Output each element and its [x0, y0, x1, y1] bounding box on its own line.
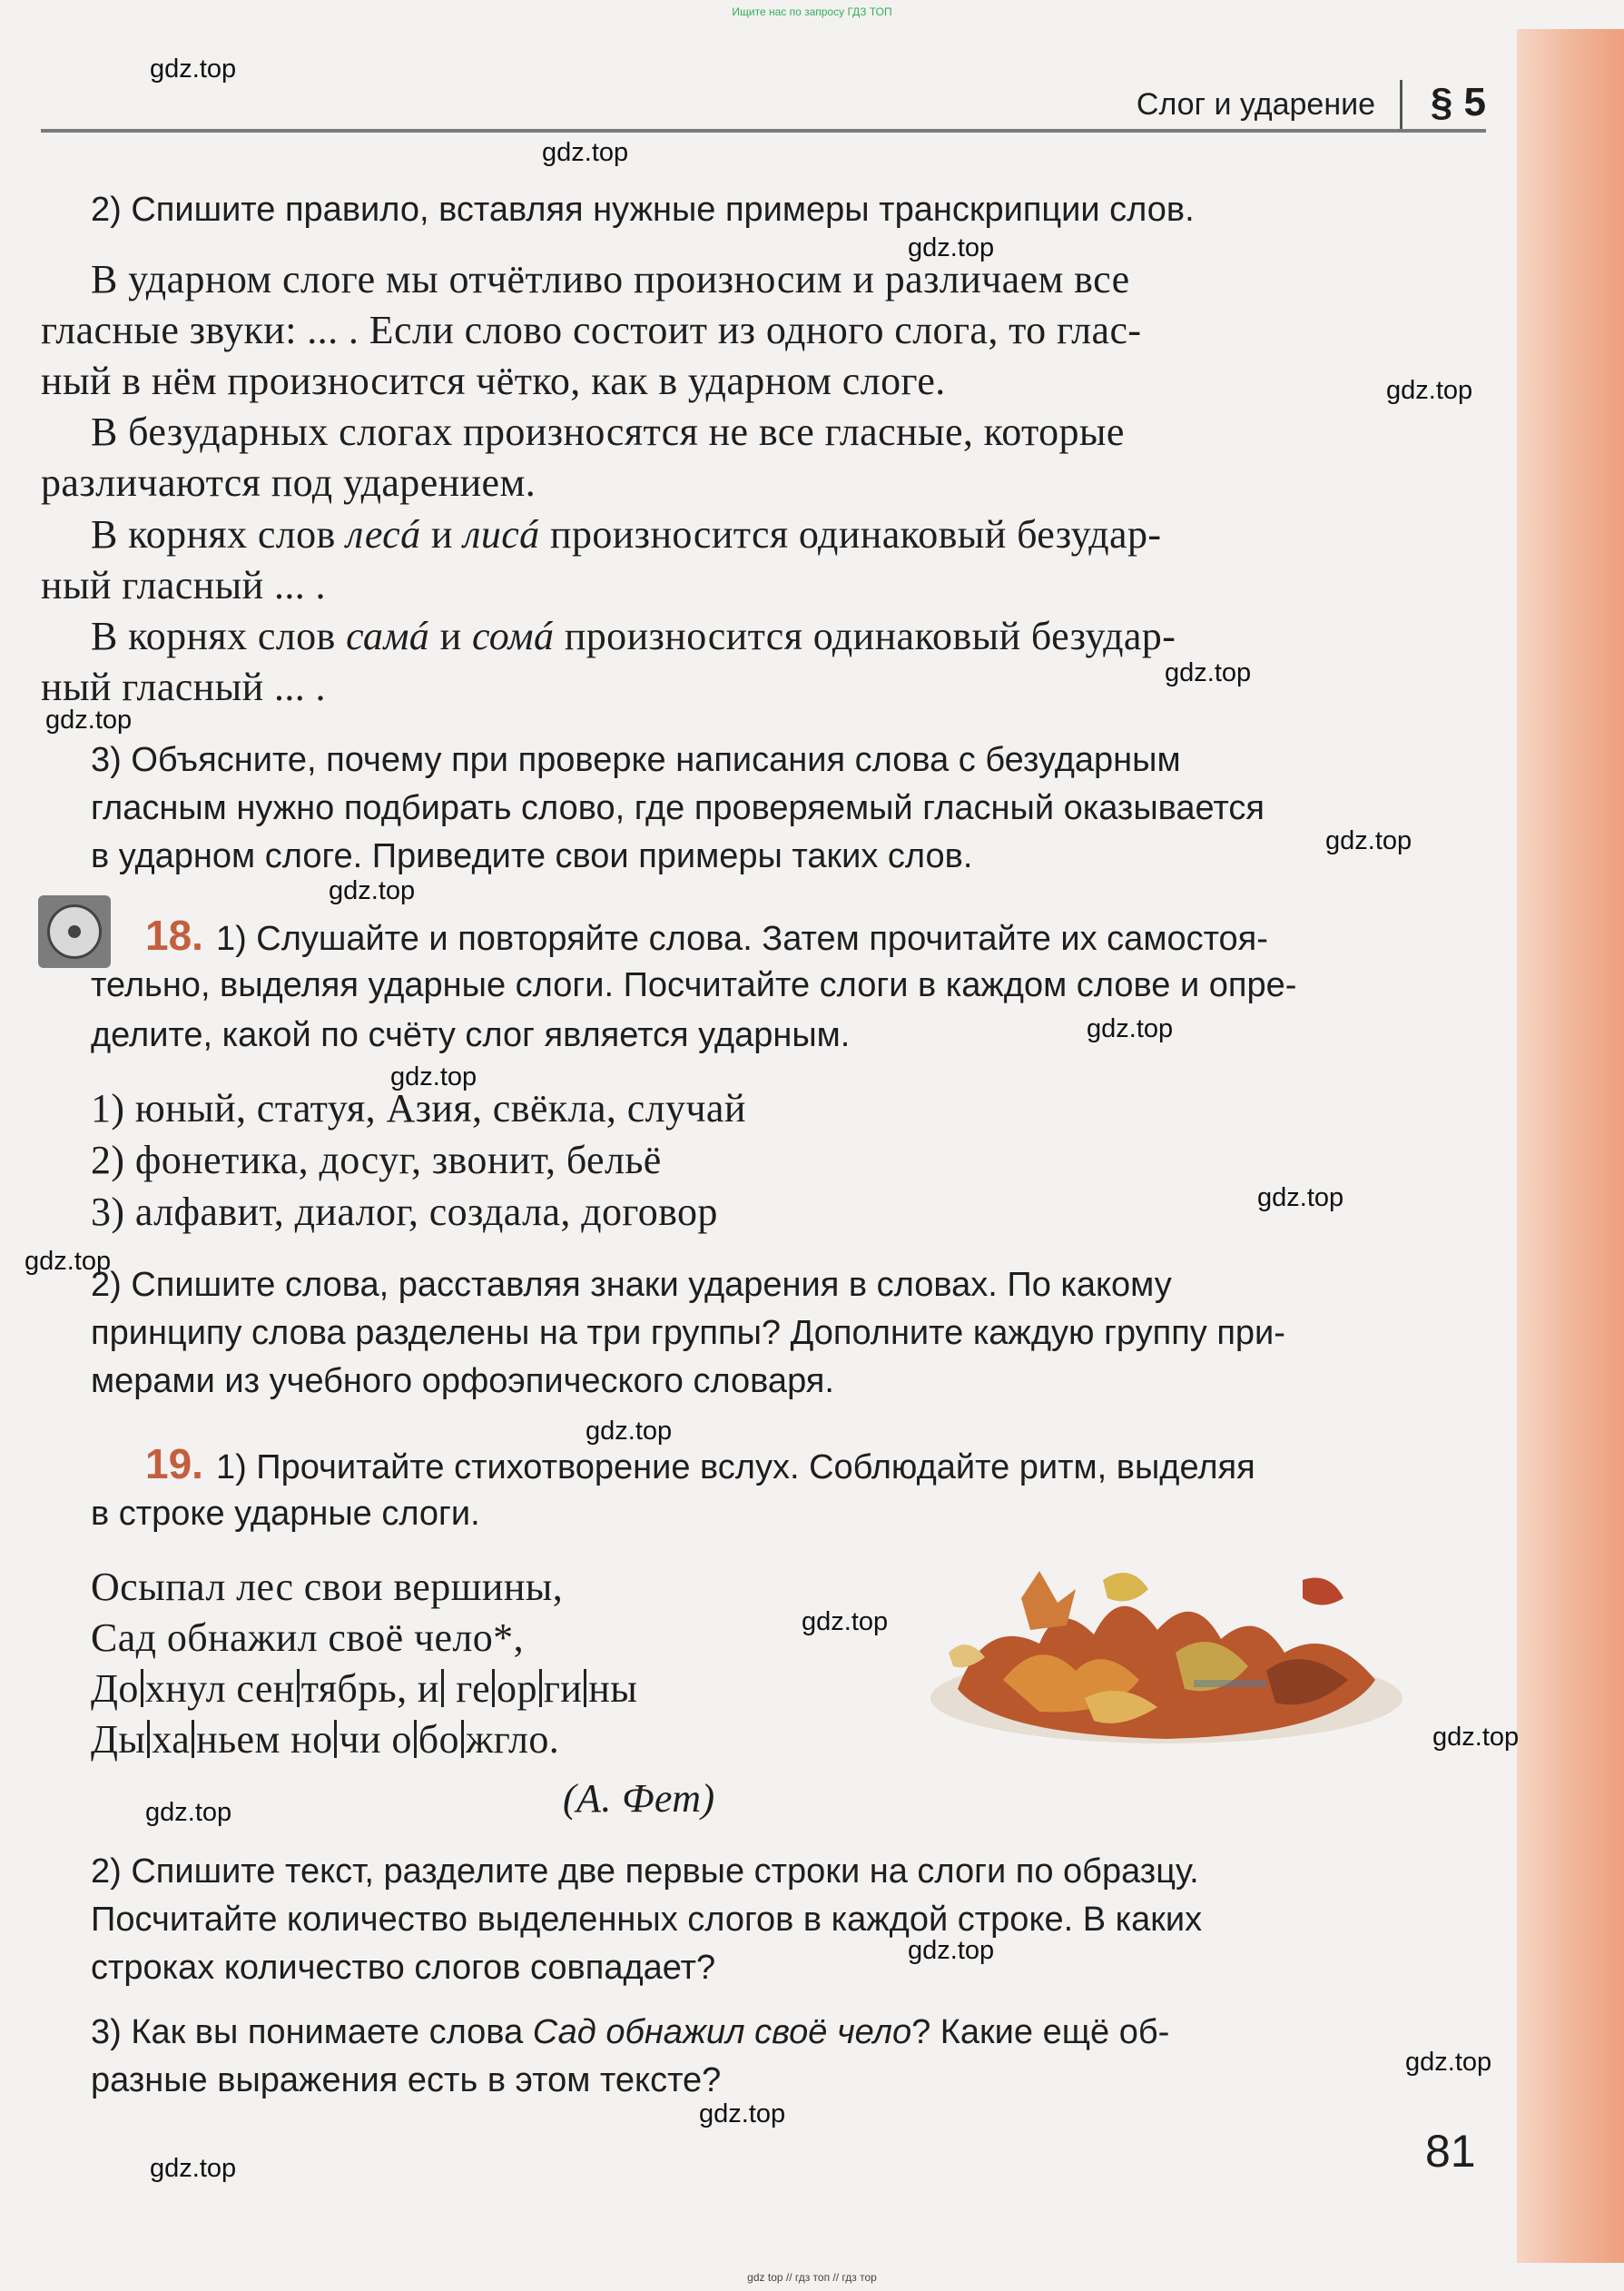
syllable: бо [418, 1717, 459, 1762]
rule-line: ный гласный ... . [41, 563, 326, 607]
rule-line-lesa [91, 509, 1161, 560]
watermark: gdz.top [1386, 376, 1473, 405]
page-number: 81 [1425, 2126, 1476, 2177]
rule-line: гласные звуки: ... . Если слово состоит из одного слога, то глас- [41, 308, 1142, 352]
text: и [420, 512, 464, 557]
syllable: ор [497, 1666, 537, 1711]
task-instruction [91, 2008, 1169, 2058]
watermark: gdz.top [45, 706, 133, 735]
rule-line-sama [91, 611, 1176, 662]
text: ? Какие ещё об- [911, 2013, 1170, 2051]
syllable: ха [152, 1717, 191, 1762]
quoted-phrase: Сад обнажил своё чело [532, 2013, 912, 2051]
example-word: самá [346, 614, 430, 658]
word-list-item: 3) алфавит, диалог, создала, договор [91, 1190, 718, 1234]
task-instruction: 2) Спишите слова, расставляя знаки ударения в словах. По какому [91, 1266, 1172, 1304]
section-title: Слог и ударение [1136, 87, 1375, 122]
syllable: ге [445, 1666, 491, 1711]
poem-line: Осыпал лес свои вершины, [91, 1565, 564, 1609]
text: 1) Слушайте и повторяйте слова. Затем прочитайте их самостоя- [215, 920, 1268, 958]
syllable: ги [543, 1666, 583, 1711]
syllable: Ды [91, 1717, 146, 1762]
exercise-19-line: в строке ударные слоги. [91, 1495, 480, 1533]
watermark: gdz.top [699, 2099, 786, 2128]
header-separator [1400, 80, 1403, 129]
task-instruction: Посчитайте количество выделенных слогов в каждой строке. В каких [91, 1901, 1203, 1939]
exercise-19-line [145, 1439, 1255, 1493]
task-instruction: разные выражения есть в этом тексте? [91, 2061, 722, 2099]
syllable: ны [588, 1666, 638, 1711]
autumn-leaves-illustration [921, 1544, 1412, 1753]
exercise-number: 19. [145, 1440, 203, 1487]
task-instruction: мерами из учебного орфоэпического словаря. [91, 1362, 834, 1400]
watermark: gdz.top [150, 2154, 237, 2183]
exercise-18-line [145, 911, 1268, 964]
page-header [41, 74, 1486, 133]
watermark: gdz.top [329, 876, 416, 905]
watermark: gdz.top [1257, 1183, 1344, 1212]
exercise-number: 18. [145, 912, 203, 959]
bottom-banner: gdz top // гдз топ // гдз тор [747, 2271, 877, 2284]
watermark: gdz.top [908, 1936, 995, 1965]
text: и [429, 614, 472, 658]
exercise-18-line: делите, какой по счёту слог является ударным. [91, 1016, 851, 1054]
text: произносится одинаковый безудар- [554, 614, 1176, 658]
text: произносится одинаковый безудар- [539, 512, 1162, 557]
watermark: gdz.top [1325, 826, 1412, 855]
example-word: лесá [346, 512, 421, 557]
example-word: лисá [463, 512, 540, 557]
word-list-item: 1) юный, статуя, Азия, свёкла, случай [91, 1086, 746, 1131]
watermark: gdz.top [25, 1247, 112, 1276]
section-number: § 5 [1430, 80, 1486, 124]
poem-author: (А. Фет) [563, 1776, 715, 1821]
rule-line: различаются под ударением. [41, 460, 536, 505]
syllable: До [91, 1666, 139, 1711]
audio-disk-icon [38, 895, 111, 968]
syllable: ньем но [196, 1717, 333, 1762]
poem-line-syllables [91, 1664, 637, 1714]
rule-line: ный в нём произносится чётко, как в ударном слоге. [41, 359, 946, 403]
watermark: gdz.top [1432, 1723, 1520, 1752]
rule-line: ный гласный ... . [41, 665, 326, 709]
text: 3) Как вы понимаете слова [91, 2013, 533, 2051]
syllable: хнул сен [144, 1666, 295, 1711]
task-instruction: 2) Спишите правило, вставляя нужные примеры транскрипции слов. [91, 191, 1195, 229]
watermark: gdz.top [150, 54, 237, 84]
task-instruction: принципу слова разделены на три группы? Дополните каждую группу при- [91, 1314, 1285, 1352]
text: 1) Прочитайте стихотворение вслух. Соблюдайте ритм, выделяя [215, 1448, 1255, 1486]
task-instruction: в ударном слоге. Приведите свои примеры таких слов. [91, 837, 973, 875]
watermark: gdz.top [1087, 1014, 1174, 1043]
watermark: gdz.top [586, 1417, 673, 1446]
example-word: сомá [471, 614, 555, 658]
rule-line: В ударном слоге мы отчётливо произносим и различаем все [91, 257, 1130, 301]
page-edge-stripe [1517, 29, 1624, 2263]
poem-line-syllables [91, 1714, 559, 1765]
word-list-item: 2) фонетика, досуг, звонит, бельё [91, 1138, 662, 1182]
watermark: gdz.top [1165, 658, 1252, 687]
watermark: gdz.top [802, 1607, 889, 1636]
watermark: gdz.top [145, 1798, 232, 1827]
watermark: gdz.top [908, 233, 995, 262]
watermark: gdz.top [390, 1062, 477, 1091]
watermark: gdz.top [1405, 2048, 1492, 2077]
task-instruction: 3) Объясните, почему при проверке написания слова с безударным [91, 741, 1181, 779]
syllable: чи о [339, 1717, 412, 1762]
syllable: жгло. [465, 1717, 560, 1762]
exercise-18-line: тельно, выделяя ударные слоги. Посчитайте слоги в каждом слове и опре- [91, 966, 1297, 1004]
watermark: gdz.top [542, 138, 629, 167]
task-instruction: 2) Спишите текст, разделите две первые строки на слоги по образцу. [91, 1852, 1199, 1891]
syllable: тябрь, и [300, 1666, 439, 1711]
text: В корнях слов [91, 512, 347, 557]
top-banner: Ищите нас по запросу ГДЗ ТОП [732, 5, 892, 18]
task-instruction: строках количество слогов совпадает? [91, 1949, 716, 1987]
task-instruction: гласным нужно подбирать слово, где проверяемый гласный оказывается [91, 789, 1265, 827]
text: В корнях слов [91, 614, 347, 658]
rule-line: В безударных слогах произносятся не все гласные, которые [91, 410, 1125, 454]
poem-line: Сад обнажил своё чело*, [91, 1615, 524, 1660]
